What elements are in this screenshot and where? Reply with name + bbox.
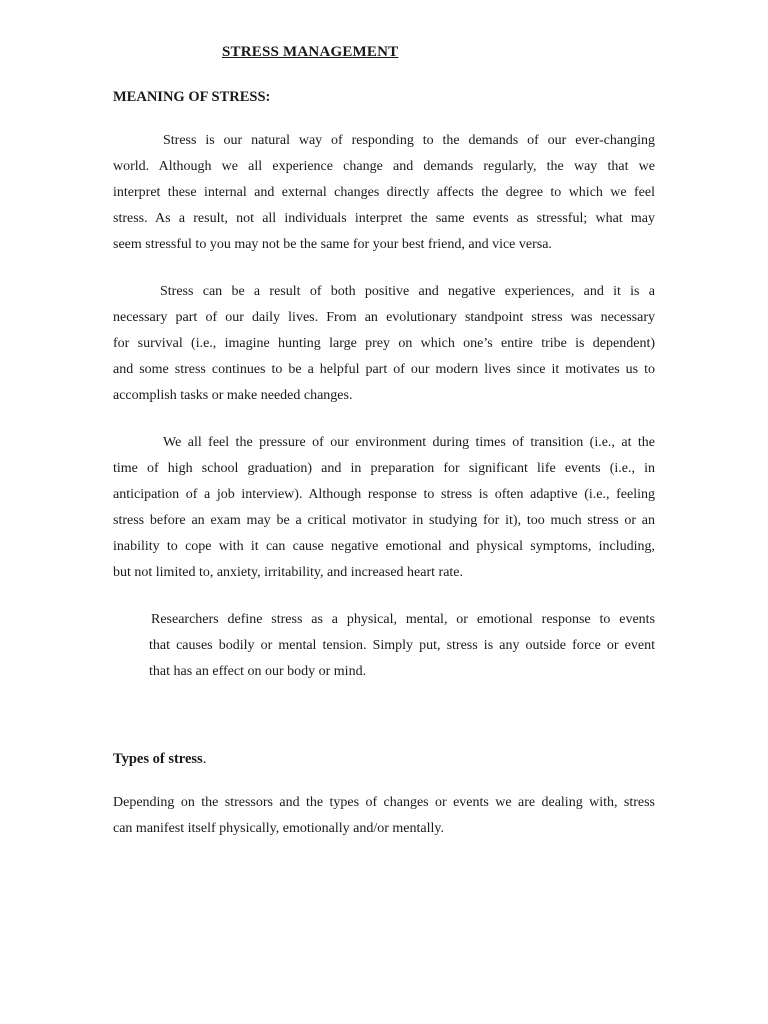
paragraph-line: inability to cope with it can cause negative emotional and physical symptoms, including, (113, 539, 655, 554)
paragraph-line: can manifest itself physically, emotionally and/or mentally. (113, 821, 444, 836)
paragraph-line: but not limited to, anxiety, irritability, and increased heart rate. (113, 565, 464, 580)
paragraph-3 (113, 430, 655, 586)
paragraph-line: necessary part of our daily lives. From an evolutionary standpoint stress was necessary (113, 310, 655, 325)
paragraph-line: world. Although we all experience change and demands regularly, the way that we (113, 159, 655, 174)
section-heading-types: Types of stress. (113, 751, 207, 767)
paragraph-line: time of high school graduation) and in preparation for significant life events (i.e., in (113, 461, 655, 476)
paragraph-line: seem stressful to you may not be the same for your best friend, and vice versa. (113, 237, 552, 252)
paragraph-2 (113, 279, 655, 409)
paragraph-line: We all feel the pressure of our environment during times of transition (i.e., at the (163, 435, 655, 450)
paragraph-4 (149, 607, 655, 685)
paragraph-line: Stress can be a result of both positive and negative experiences, and it is a (160, 284, 655, 299)
paragraph-line: that has an effect on our body or mind. (149, 664, 367, 679)
document-title: STRESS MANAGEMENT (222, 44, 399, 60)
section-heading-meaning: MEANING OF STRESS: (113, 89, 271, 105)
paragraph-line: Depending on the stressors and the types of changes or events we are dealing with, stress (113, 795, 655, 810)
paragraph-line: Stress is our natural way of responding to the demands of our ever-changing (163, 133, 655, 148)
paragraph-line: anticipation of a job interview). Although response to stress is often adaptive (i.e., feeling (113, 487, 655, 502)
paragraph-5 (113, 790, 655, 842)
paragraph-line: for survival (i.e., imagine hunting large prey on which one’s entire tribe is dependent) (113, 336, 655, 351)
paragraph-line: stress before an exam may be a critical motivator in studying for it), too much stress or an (113, 513, 655, 528)
paragraph-1 (113, 128, 655, 258)
paragraph-line: Researchers define stress as a physical, mental, or emotional response to events (151, 612, 655, 627)
paragraph-line: interpret these internal and external changes directly affects the degree to which we feel (113, 185, 655, 200)
paragraph-line: that causes bodily or mental tension. Simply put, stress is any outside force or event (149, 638, 655, 653)
paragraph-line: and some stress continues to be a helpful part of our modern lives since it motivates us to (113, 362, 655, 377)
paragraph-line: stress. As a result, not all individuals interpret the same events as stressful; what may (113, 211, 655, 226)
paragraph-line: accomplish tasks or make needed changes. (113, 388, 353, 403)
